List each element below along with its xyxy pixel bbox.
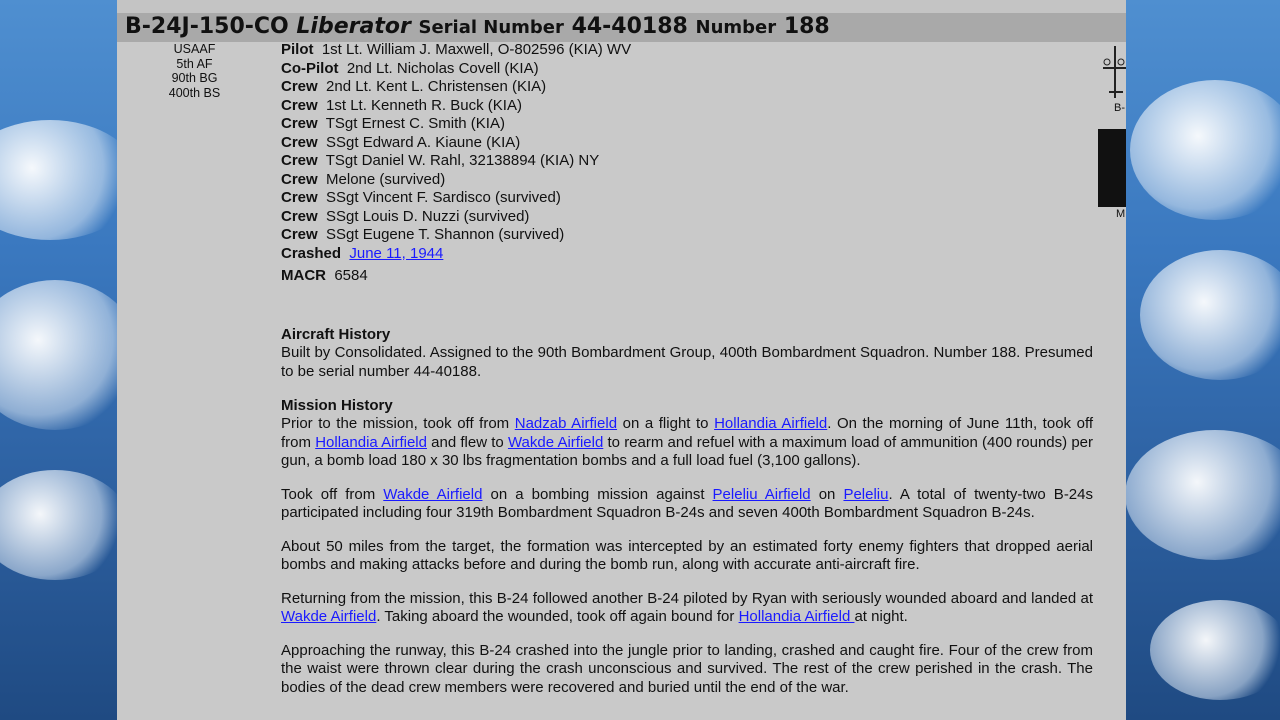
crew-row xyxy=(281,134,631,153)
cloud xyxy=(0,470,130,580)
text: Took off from xyxy=(281,485,384,503)
mission-paragraph-5: Approaching the runway, this B-24 crashed into the jungle prior to landing, crashed and caught fire. Four of the crew from the waist were thrown clear during the crash unconscious and survived. The rest of the crew perished in the crash. The bodies of the dead crew members were recovered and buried until the end of the war. xyxy=(281,641,1093,696)
link-hollandia-airfield[interactable]: Hollandia Airfield xyxy=(738,608,855,625)
cloud xyxy=(1130,80,1280,220)
text: on xyxy=(810,485,844,503)
unit-line: 90th BG xyxy=(171,71,218,86)
crew-list xyxy=(281,41,631,263)
mission-paragraph-2 xyxy=(281,486,1093,523)
text: . On the morning of June 11th, took off from xyxy=(281,415,1094,451)
text: on a bombing mission against xyxy=(482,485,713,503)
text: . Taking aboard the wounded, took off again bound for xyxy=(376,608,739,625)
crashed-row xyxy=(281,245,631,264)
cloud xyxy=(1140,250,1280,380)
macr-value: 6584 xyxy=(334,267,368,284)
crew-name: Melone (survived) xyxy=(326,170,446,188)
aircraft-drawing-icon[interactable] xyxy=(1101,42,1126,100)
crew-role: Crew xyxy=(281,152,318,169)
crew-row xyxy=(281,189,631,208)
crew-role: Pilot xyxy=(281,41,314,58)
aircraft-number: 188 xyxy=(783,14,830,39)
crew-name: 1st Lt. William J. Maxwell, O-802596 (KIA) WV xyxy=(321,41,632,58)
macr-row xyxy=(281,266,368,286)
crew-name: 2nd Lt. Nicholas Covell (KIA) xyxy=(346,59,539,77)
crew-role: Crew xyxy=(281,170,318,188)
crashed-label: Crashed xyxy=(281,244,342,262)
aircraft-history-heading: Aircraft History xyxy=(281,326,391,343)
unit-line: USAAF xyxy=(173,42,216,56)
aircraft-name: Liberator xyxy=(296,14,411,39)
link-wakde-airfield[interactable]: Wakde Airfield xyxy=(383,485,483,503)
text: and flew to xyxy=(426,433,508,451)
link-nadzab-airfield[interactable]: Nadzab Airfield xyxy=(514,415,618,432)
crew-role: Crew xyxy=(281,133,318,151)
side-label-2: M xyxy=(1116,208,1126,220)
crew-row xyxy=(281,208,631,227)
unit-line: 400th BS xyxy=(168,85,221,100)
link-hollandia-airfield[interactable]: Hollandia Airfield xyxy=(714,415,828,432)
crew-row xyxy=(281,78,631,97)
crew-name: TSgt Daniel W. Rahl, 32138894 (KIA) NY xyxy=(325,152,600,169)
crew-name: SSgt Edward A. Kiaune (KIA) xyxy=(326,133,521,151)
aircraft-model: B-24J-150-CO xyxy=(125,14,289,39)
link-wakde-airfield[interactable]: Wakde Airfield xyxy=(507,433,604,451)
crew-role: Crew xyxy=(281,226,318,243)
crew-name: 1st Lt. Kenneth R. Buck (KIA) xyxy=(326,96,522,114)
crew-row xyxy=(281,115,631,134)
number-label: Number xyxy=(695,17,777,38)
cloud xyxy=(1125,430,1280,560)
crew-role: Crew xyxy=(281,207,318,225)
text: Prior to the mission, took off from xyxy=(281,415,515,432)
title-bar xyxy=(117,13,1126,42)
crew-name: SSgt Louis D. Nuzzi (survived) xyxy=(326,207,530,225)
link-peleliu[interactable]: Peleliu xyxy=(843,485,889,503)
text: Returning from the mission, this B-24 followed another B-24 piloted by Ryan with seriously wounded aboard and landed at xyxy=(281,589,1093,607)
crew-name: SSgt Vincent F. Sardisco (survived) xyxy=(326,189,561,206)
crew-role: Crew xyxy=(281,78,318,95)
crew-row xyxy=(281,171,631,190)
mission-history-heading: Mission History xyxy=(281,397,393,414)
serial-label: Serial Number xyxy=(418,17,564,38)
mission-paragraph-1 xyxy=(281,415,1093,471)
unit-line: 5th AF xyxy=(176,56,213,71)
crew-row xyxy=(281,226,631,245)
history-section xyxy=(281,325,1093,712)
pow-mia-flag-icon[interactable] xyxy=(1098,129,1126,207)
crew-role: Crew xyxy=(281,189,318,206)
side-label-1: B- xyxy=(1114,102,1125,114)
serial-number: 44-40188 xyxy=(571,14,688,39)
crash-date-link[interactable]: June 11, 1944 xyxy=(349,244,444,262)
unit-info xyxy=(152,42,237,100)
aircraft-history-text: Built by Consolidated. Assigned to the 90th Bombardment Group, 400th Bombardment Squadron. Number 188. Presumed to be serial number 44-40188. xyxy=(281,344,1093,380)
crew-row xyxy=(281,152,631,171)
text: to rearm and refuel with a maximum load of ammunition (400 rounds) per gun, a bomb load 180 x 30 lbs fragmentation bombs and a full load fuel (3,100 gallons). xyxy=(281,433,1094,469)
crew-row xyxy=(281,41,631,60)
top-strip xyxy=(117,0,1126,13)
crew-name: 2nd Lt. Kent L. Christensen (KIA) xyxy=(326,78,547,95)
crew-row xyxy=(281,97,631,116)
crew-role: Crew xyxy=(281,115,318,132)
link-hollandia-airfield[interactable]: Hollandia Airfield xyxy=(315,433,427,451)
crew-row xyxy=(281,60,631,79)
crew-name: SSgt Eugene T. Shannon (survived) xyxy=(326,226,565,243)
text: on a flight to xyxy=(617,415,715,432)
crew-role: Crew xyxy=(281,96,318,114)
text: at night. xyxy=(854,608,908,625)
crew-name: TSgt Ernest C. Smith (KIA) xyxy=(325,115,505,132)
crew-role: Co-Pilot xyxy=(281,59,339,77)
macr-label: MACR xyxy=(281,267,326,284)
link-wakde-airfield[interactable]: Wakde Airfield xyxy=(281,608,377,625)
mission-paragraph-3: About 50 miles from the target, the formation was intercepted by an estimated forty enemy fighters that dropped aerial bombs and making attacks before and during the bomb run, along with accurate anti-aircraft fire. xyxy=(281,537,1093,573)
mission-paragraph-4 xyxy=(281,590,1093,627)
cloud xyxy=(1150,600,1280,700)
page-content xyxy=(117,0,1126,720)
text: . A total of twenty-two B-24s participated including four 319th Bombardment Squadron B-24s and seven 400th Bombardment Squadron B-24s. xyxy=(281,485,1093,521)
link-peleliu-airfield[interactable]: Peleliu Airfield xyxy=(712,485,811,503)
